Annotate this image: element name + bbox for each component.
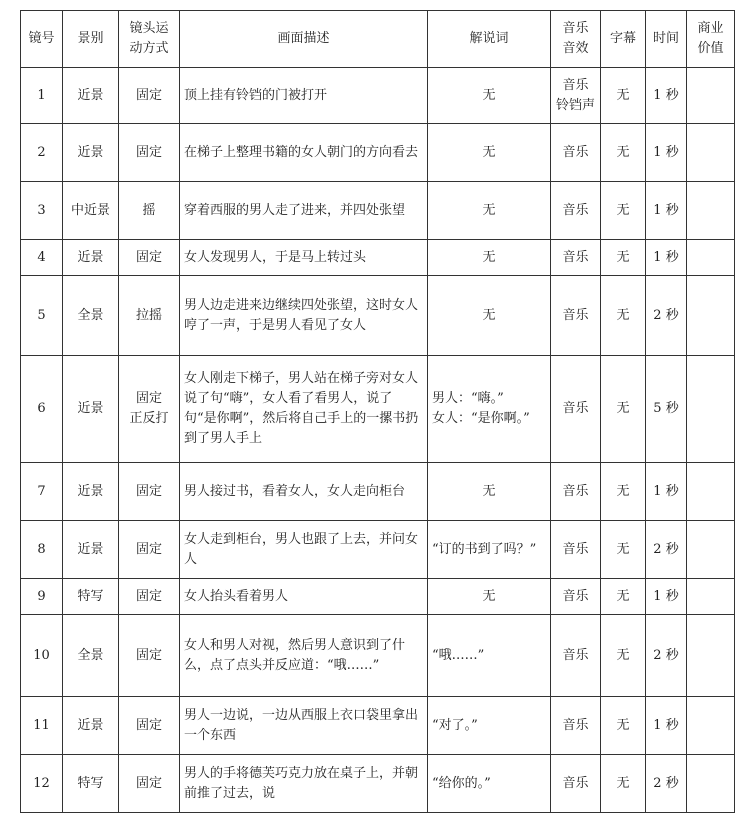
- cell-shot-size: 近景: [63, 68, 119, 124]
- cell-music-sound: 音乐: [551, 521, 601, 579]
- cell-commercial-value: [687, 463, 735, 521]
- cell-time: 1 秒: [646, 579, 687, 615]
- cell-subtitle: 无: [601, 615, 646, 697]
- cell-shot-size: 近景: [63, 697, 119, 755]
- cell-scene-description: 男人一边说，一边从西服上衣口袋里拿出一个东西: [180, 697, 428, 755]
- table-row: [21, 240, 735, 276]
- cell-subtitle: 无: [601, 463, 646, 521]
- cell-narration: 男人：“嗨。” 女人：“是你啊。”: [428, 356, 551, 463]
- cell-shot-size: 特写: [63, 755, 119, 813]
- cell-time: 2 秒: [646, 521, 687, 579]
- cell-scene-description: 女人走到柜台，男人也跟了上去，并问女人: [180, 521, 428, 579]
- table-row: [21, 697, 735, 755]
- cell-camera-movement: 固定 正反打: [119, 356, 180, 463]
- cell-scene-description: 顶上挂有铃铛的门被打开: [180, 68, 428, 124]
- cell-time: 5 秒: [646, 356, 687, 463]
- cell-camera-movement: 拉摇: [119, 276, 180, 356]
- cell-camera-movement: 固定: [119, 615, 180, 697]
- cell-commercial-value: [687, 579, 735, 615]
- cell-shot-number: 7: [21, 463, 63, 521]
- cell-narration: 无: [428, 276, 551, 356]
- cell-shot-size: 近景: [63, 240, 119, 276]
- cell-scene-description: 男人接过书，看着女人，女人走向柜台: [180, 463, 428, 521]
- cell-subtitle: 无: [601, 579, 646, 615]
- cell-scene-description: 女人刚走下梯子，男人站在梯子旁对女人说了句“嗨”，女人看了看男人，说了句“是你啊”，然后将自己手上的一摞书扔到了男人手上: [180, 356, 428, 463]
- cell-commercial-value: [687, 755, 735, 813]
- cell-camera-movement: 固定: [119, 521, 180, 579]
- table-row: [21, 579, 735, 615]
- cell-time: 1 秒: [646, 182, 687, 240]
- cell-shot-size: 全景: [63, 276, 119, 356]
- cell-commercial-value: [687, 615, 735, 697]
- cell-subtitle: 无: [601, 240, 646, 276]
- table-row: [21, 356, 735, 463]
- header-narration: 解说词: [428, 11, 551, 68]
- cell-camera-movement: 固定: [119, 579, 180, 615]
- cell-commercial-value: [687, 124, 735, 182]
- table-row: [21, 521, 735, 579]
- cell-narration: 无: [428, 463, 551, 521]
- cell-narration: 无: [428, 579, 551, 615]
- cell-music-sound: 音乐: [551, 463, 601, 521]
- cell-subtitle: 无: [601, 124, 646, 182]
- cell-subtitle: 无: [601, 68, 646, 124]
- cell-shot-number: 2: [21, 124, 63, 182]
- cell-music-sound: 音乐: [551, 240, 601, 276]
- cell-narration: “哦……”: [428, 615, 551, 697]
- cell-subtitle: 无: [601, 356, 646, 463]
- table-row: [21, 182, 735, 240]
- table-header: [21, 11, 735, 68]
- cell-music-sound: 音乐: [551, 124, 601, 182]
- cell-time: 2 秒: [646, 276, 687, 356]
- cell-commercial-value: [687, 68, 735, 124]
- cell-narration: “给你的。”: [428, 755, 551, 813]
- cell-commercial-value: [687, 240, 735, 276]
- cell-shot-size: 特写: [63, 579, 119, 615]
- cell-subtitle: 无: [601, 276, 646, 356]
- cell-time: 2 秒: [646, 615, 687, 697]
- cell-time: 1 秒: [646, 697, 687, 755]
- header-shot-size: 景别: [63, 11, 119, 68]
- cell-subtitle: 无: [601, 697, 646, 755]
- cell-subtitle: 无: [601, 521, 646, 579]
- header-row: [21, 11, 735, 68]
- cell-camera-movement: 固定: [119, 124, 180, 182]
- cell-shot-size: 近景: [63, 356, 119, 463]
- header-commercial-value: 商业 价值: [687, 11, 735, 68]
- header-camera-movement: 镜头运 动方式: [119, 11, 180, 68]
- cell-narration: 无: [428, 124, 551, 182]
- cell-subtitle: 无: [601, 755, 646, 813]
- cell-narration: “订的书到了吗？”: [428, 521, 551, 579]
- cell-camera-movement: 固定: [119, 240, 180, 276]
- table-row: [21, 463, 735, 521]
- cell-music-sound: 音乐: [551, 182, 601, 240]
- cell-scene-description: 女人抬头看着男人: [180, 579, 428, 615]
- cell-scene-description: 穿着西服的男人走了进来，并四处张望: [180, 182, 428, 240]
- cell-music-sound: 音乐: [551, 276, 601, 356]
- cell-shot-number: 12: [21, 755, 63, 813]
- table-row: [21, 276, 735, 356]
- cell-time: 1 秒: [646, 124, 687, 182]
- cell-shot-number: 1: [21, 68, 63, 124]
- cell-scene-description: 在梯子上整理书籍的女人朝门的方向看去: [180, 124, 428, 182]
- cell-time: 1 秒: [646, 463, 687, 521]
- cell-commercial-value: [687, 521, 735, 579]
- cell-scene-description: 女人发现男人，于是马上转过头: [180, 240, 428, 276]
- header-shot-number: 镜号: [21, 11, 63, 68]
- cell-shot-size: 近景: [63, 521, 119, 579]
- cell-camera-movement: 固定: [119, 697, 180, 755]
- cell-shot-size: 全景: [63, 615, 119, 697]
- cell-commercial-value: [687, 356, 735, 463]
- cell-shot-number: 6: [21, 356, 63, 463]
- cell-scene-description: 男人的手将德芙巧克力放在桌子上，并朝前推了过去，说: [180, 755, 428, 813]
- table-row: [21, 755, 735, 813]
- table-body: [21, 68, 735, 813]
- cell-music-sound: 音乐: [551, 755, 601, 813]
- cell-narration: “对了。”: [428, 697, 551, 755]
- cell-commercial-value: [687, 182, 735, 240]
- cell-shot-number: 5: [21, 276, 63, 356]
- storyboard-table: [20, 10, 735, 813]
- table-row: [21, 124, 735, 182]
- cell-time: 1 秒: [646, 240, 687, 276]
- cell-shot-size: 近景: [63, 124, 119, 182]
- header-time: 时间: [646, 11, 687, 68]
- cell-camera-movement: 固定: [119, 68, 180, 124]
- cell-time: 2 秒: [646, 755, 687, 813]
- cell-narration: 无: [428, 182, 551, 240]
- cell-narration: 无: [428, 68, 551, 124]
- cell-shot-number: 8: [21, 521, 63, 579]
- cell-music-sound: 音乐: [551, 356, 601, 463]
- table-row: [21, 68, 735, 124]
- cell-time: 1 秒: [646, 68, 687, 124]
- header-music-sound: 音乐 音效: [551, 11, 601, 68]
- cell-shot-number: 11: [21, 697, 63, 755]
- cell-shot-number: 9: [21, 579, 63, 615]
- cell-camera-movement: 固定: [119, 463, 180, 521]
- cell-commercial-value: [687, 276, 735, 356]
- header-subtitle: 字幕: [601, 11, 646, 68]
- cell-music-sound: 音乐 铃铛声: [551, 68, 601, 124]
- cell-shot-number: 10: [21, 615, 63, 697]
- cell-commercial-value: [687, 697, 735, 755]
- cell-shot-number: 3: [21, 182, 63, 240]
- cell-scene-description: 男人边走进来边继续四处张望，这时女人哼了一声，于是男人看见了女人: [180, 276, 428, 356]
- cell-music-sound: 音乐: [551, 697, 601, 755]
- cell-music-sound: 音乐: [551, 615, 601, 697]
- table-row: [21, 615, 735, 697]
- cell-camera-movement: 固定: [119, 755, 180, 813]
- cell-shot-size: 中近景: [63, 182, 119, 240]
- cell-music-sound: 音乐: [551, 579, 601, 615]
- cell-subtitle: 无: [601, 182, 646, 240]
- cell-shot-size: 近景: [63, 463, 119, 521]
- header-scene-description: 画面描述: [180, 11, 428, 68]
- cell-shot-number: 4: [21, 240, 63, 276]
- cell-narration: 无: [428, 240, 551, 276]
- cell-scene-description: 女人和男人对视，然后男人意识到了什么，点了点头并反应道：“哦……”: [180, 615, 428, 697]
- cell-camera-movement: 摇: [119, 182, 180, 240]
